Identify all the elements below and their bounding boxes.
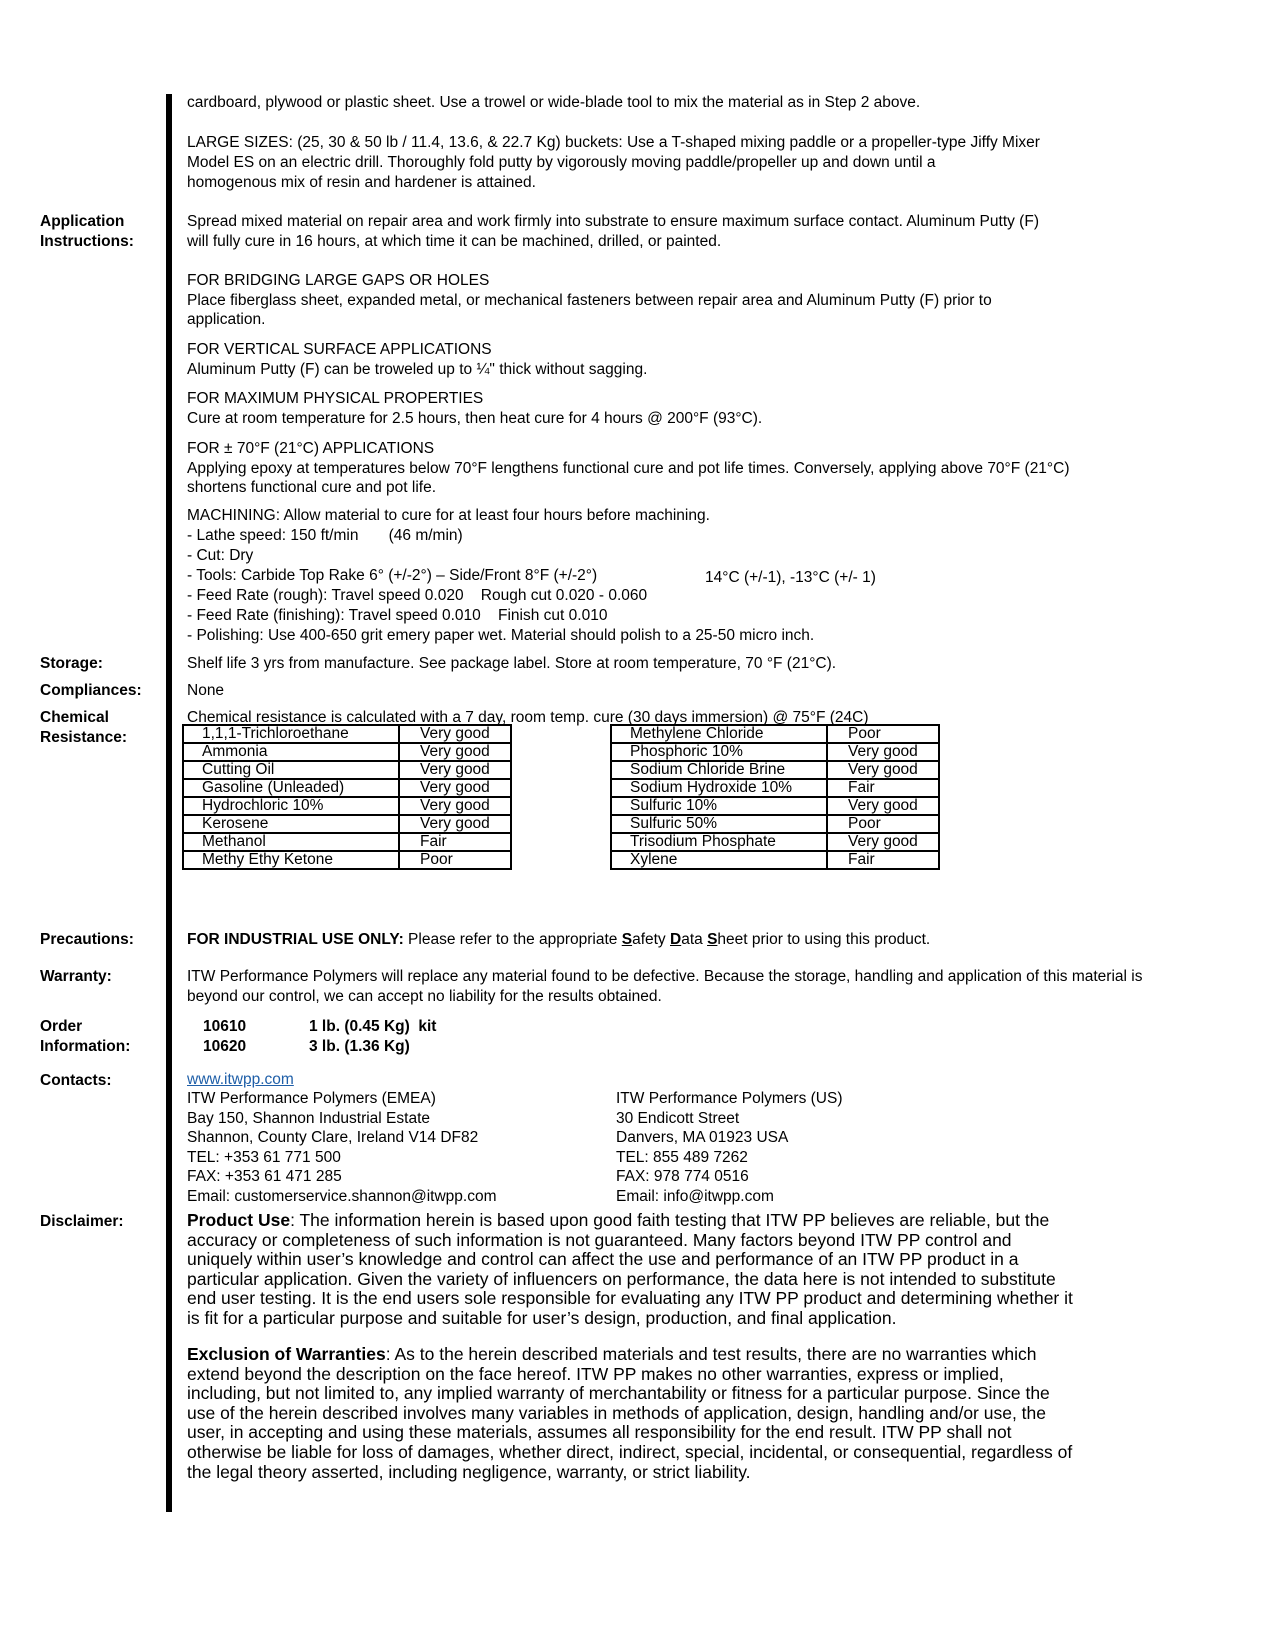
list-item: 10610 1 lb. (0.45 Kg) kit (203, 1018, 437, 1035)
label-order-information: Order Information: (40, 1018, 131, 1055)
bridging-title: FOR BRIDGING LARGE GAPS OR HOLES (187, 272, 490, 289)
machining-section: MACHINING: Allow material to cure for at least four hours before machining. - Lathe speed: 150 ft/min (46 m/min) - Cut: Dry - Tools: Carbide Top Rake 6° (+/-2°) – Side/Front 8°F (+/-2°) - Feed Rate (rough): Travel speed 0.020 Rough cut 0.020 - 0.060 - Feed Rate (finishing): Travel speed 0.010 Finish cut 0.010 - Polishing: Use 400-650 grit emery paper wet. Material should polish to a 25-50 micro inch. (187, 507, 815, 644)
table-row: Sulfuric 50% Poor (611, 815, 939, 833)
product-use-title: Product Use (187, 1210, 291, 1230)
continuation-text: cardboard, plywood or plastic sheet. Use a trowel or wide-blade tool to mix the material as in Step 2 above. (187, 94, 921, 111)
table-row: Kerosene Very good (183, 815, 511, 833)
chemical-table-left (182, 724, 512, 870)
label-contacts: Contacts: (40, 1072, 112, 1089)
table-row: Xylene Fair (611, 851, 939, 869)
tools-metric-note: 14°C (+/-1), -13°C (+/- 1) (705, 569, 876, 586)
list-item: 10620 3 lb. (1.36 Kg) (203, 1038, 410, 1055)
label-chemical-resistance: Chemical Resistance: (40, 709, 128, 746)
table-row: Gasoline (Unleaded) Very good (183, 779, 511, 797)
product-use-paragraph: Product Use: The information herein is based upon good faith testing that ITW PP believes are reliable, but the accuracy or completeness of such information is not guaranteed. Many factors beyond ITW PP control and uniquely within user’s knowledge and control can affect the use and performance of an ITW PP product in a particular application. Given the variety of influencers on performance, the data here is not intended to substitute end user testing. It is the end users sole responsible for evaluating any ITW PP product and determining whether it is fit for a particular purpose and suitable for user’s design, production, and final application. (187, 1210, 1073, 1328)
vertical-title: FOR VERTICAL SURFACE APPLICATIONS (187, 341, 492, 358)
contact-emea: ITW Performance Polymers (EMEA) Bay 150, Shannon Industrial Estate Shannon, County Clare, Ireland V14 DF82 TEL: +353 61 771 500 FAX: +353 61 471 285 Email: customerservice.shannon@itwpp.com (187, 1090, 497, 1205)
table-row: Phosphoric 10% Very good (611, 743, 939, 761)
compliances-text: None (187, 682, 225, 699)
storage-text: Shelf life 3 yrs from manufacture. See package label. Store at room temperature, 70 °F (21°C). (187, 655, 837, 672)
table-row: Methy Ethy Ketone Poor (183, 851, 511, 869)
table-row: Trisodium Phosphate Very good (611, 833, 939, 851)
table-row: 1,1,1-Trichloroethane Very good (183, 725, 511, 743)
large-sizes-paragraph: LARGE SIZES: (25, 30 & 50 lb / 11.4, 13.6, & 22.7 Kg) buckets: Use a T-shaped mixing paddle or a propeller-type Jiffy Mixer Model ES on an electric drill. Thoroughly fold putty by vigorously moving paddle/propeller up and down until a homogenous mix of resin and hardener is attained. (187, 134, 1040, 191)
order-list (203, 1017, 436, 1057)
warranty-text: ITW Performance Polymers will replace any material found to be defective. Because the storage, handling and application of this material is beyond our control, we can accept no liability for the results obtained. (187, 968, 1143, 1005)
exclusion-paragraph: Exclusion of Warranties: As to the herein described materials and test results, there are no warranties which extend beyond the description on the face hereof. ITW PP makes no other warranties, express or implied, including, but not limited to, any implied warranty of merchantability or fitness for a particular purpose. Since the use of the herein described involves many variables in methods of application, design, handling and/or use, the user, in accepting and using these materials, assumes all responsibility for the end result. ITW PP shall not otherwise be liable for loss of damages, whether direct, indirect, special, incidental, or consequential, regardless of the legal theory asserted, including negligence, warranty, or strict liability. (187, 1344, 1073, 1482)
bridging-section: FOR BRIDGING LARGE GAPS OR HOLES Place fiberglass sheet, expanded metal, or mechanical fasteners between repair area and Aluminum Putty (F) prior to application. (187, 272, 992, 328)
vertical-section: FOR VERTICAL SURFACE APPLICATIONS Aluminum Putty (F) can be troweled up to ¼" thick without sagging. (187, 341, 648, 378)
chemical-table-right (610, 724, 940, 870)
website-link[interactable]: www.itwpp.com (187, 1071, 294, 1088)
chemical-intro: Chemical resistance is calculated with a 7 day, room temp. cure (30 days immersion) @ 75°F (24C) (187, 709, 869, 726)
application-intro: Spread mixed material on repair area and work firmly into substrate to ensure maximum surface contact. Aluminum Putty (F) will fully cure in 16 hours, at which time it can be machined, drilled, or painted. (187, 213, 1039, 250)
table-row: Ammonia Very good (183, 743, 511, 761)
label-precautions: Precautions: (40, 931, 134, 948)
left-vertical-rule (166, 94, 172, 1512)
table-row: Sulfuric 10% Very good (611, 797, 939, 815)
precautions-text: FOR INDUSTRIAL USE ONLY: Please refer to the appropriate Safety Data Sheet prior to using this product. (187, 931, 931, 948)
temperature-section: FOR ± 70°F (21°C) APPLICATIONS Applying epoxy at temperatures below 70°F lengthens functional cure and pot life times. Conversely, applying above 70°F (21°C) shortens functional cure and pot life. (187, 440, 1070, 496)
contact-us: ITW Performance Polymers (US) 30 Endicott Street Danvers, MA 01923 USA TEL: 855 489 7262 FAX: 978 774 0516 Email: info@itwpp.com (616, 1090, 843, 1205)
maximum-section: FOR MAXIMUM PHYSICAL PROPERTIES Cure at room temperature for 2.5 hours, then heat cure for 4 hours @ 200°F (93°C). (187, 390, 763, 427)
table-row: Sodium Hydroxide 10% Fair (611, 779, 939, 797)
contacts-website-row (187, 1070, 294, 1090)
label-compliances: Compliances: (40, 682, 142, 699)
label-disclaimer: Disclaimer: (40, 1213, 124, 1230)
label-storage: Storage: (40, 655, 103, 672)
table-row: Cutting Oil Very good (183, 761, 511, 779)
table-row: Methanol Fair (183, 833, 511, 851)
exclusion-title: Exclusion of Warranties (187, 1344, 386, 1364)
table-row: Methylene Chloride Poor (611, 725, 939, 743)
maximum-title: FOR MAXIMUM PHYSICAL PROPERTIES (187, 390, 484, 407)
table-row: Sodium Chloride Brine Very good (611, 761, 939, 779)
label-application-instructions: Application Instructions: (40, 213, 134, 250)
table-row: Hydrochloric 10% Very good (183, 797, 511, 815)
temperature-title: FOR ± 70°F (21°C) APPLICATIONS (187, 440, 435, 457)
label-warranty: Warranty: (40, 968, 112, 985)
